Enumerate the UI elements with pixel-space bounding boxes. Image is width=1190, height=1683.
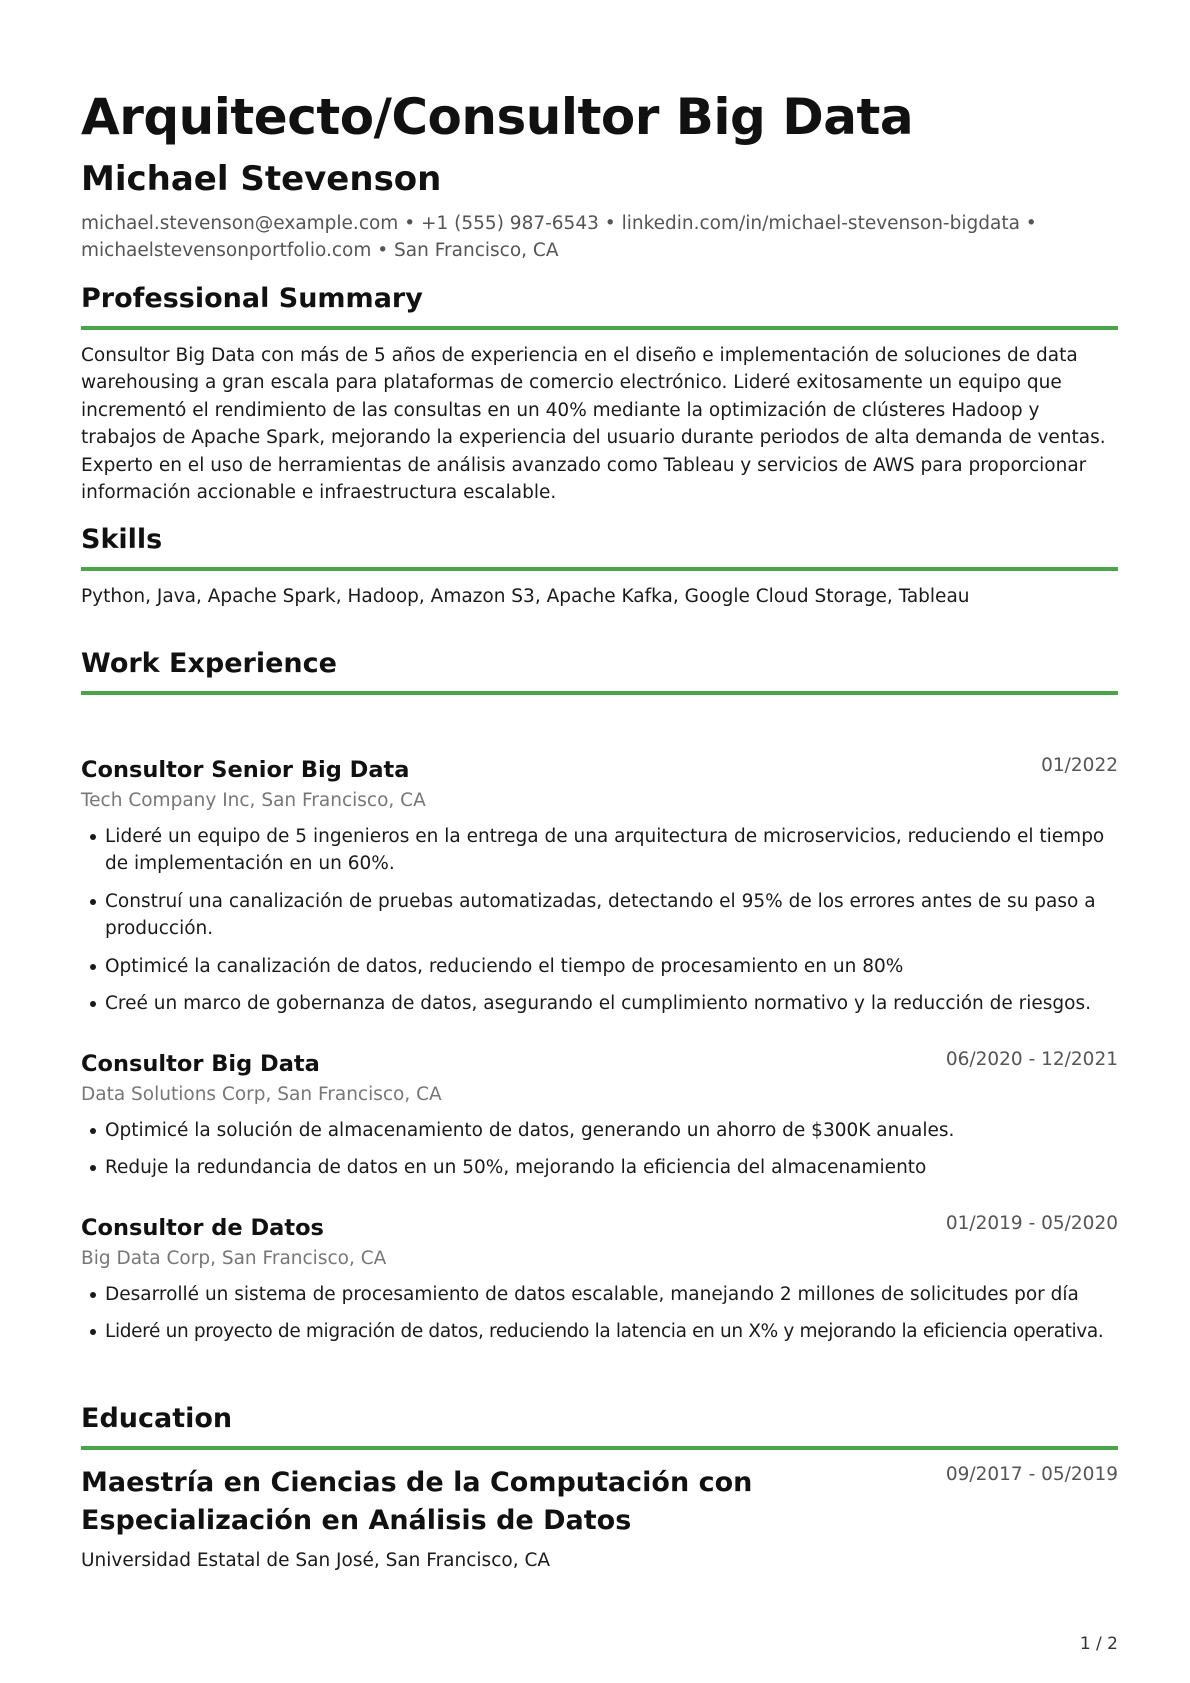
phone-link[interactable]: +1 (555) 987-6543	[421, 213, 599, 234]
email-link[interactable]: michael.stevenson@example.com	[81, 213, 399, 234]
job-company: Tech Company Inc, San Francisco, CA	[81, 790, 426, 811]
job-title: Consultor de Datos	[81, 1215, 324, 1241]
job-entry	[81, 1212, 1118, 1356]
bullet-icon	[90, 899, 96, 905]
candidate-name: Michael Stevenson	[81, 159, 442, 199]
bullet-item: Optimicé la canalización de datos, reduciendo el tiempo de procesamiento en un 80%	[81, 953, 1118, 980]
bullet-icon	[90, 1165, 96, 1171]
bullet-item: Lideré un proyecto de migración de datos, reduciendo la latencia en un X% y mejorando la eficiencia operativa.	[81, 1318, 1118, 1345]
bullet-item: Desarrollé un sistema de procesamiento de datos escalable, manejando 2 millones de solicitudes por día	[81, 1281, 1118, 1308]
linkedin-link[interactable]: linkedin.com/in/michael-stevenson-bigdata	[621, 213, 1020, 234]
job-bullets	[81, 1281, 1118, 1346]
bullet-item: Reduje la redundancia de datos en un 50%, mejorando la eficiencia del almacenamiento	[81, 1154, 1118, 1181]
degree-title: Maestría en Ciencias de la Computación con Especialización en Análisis de Datos	[81, 1467, 753, 1536]
contact-separator: •	[371, 240, 395, 261]
education-date: 09/2017 - 05/2019	[945, 1464, 1118, 1485]
job-entry	[81, 754, 1118, 1027]
job-entry	[81, 1048, 1118, 1192]
job-date: 06/2020 - 12/2021	[945, 1049, 1118, 1070]
bullet-item: Optimicé la solución de almacenamiento de datos, generando un ahorro de $300K anuales.	[81, 1117, 1118, 1144]
education-entry	[81, 1464, 1118, 1584]
job-date: 01/2022	[1041, 755, 1118, 776]
bullet-item: Lideré un equipo de 5 ingenieros en la entrega de una arquitectura de microservicios, reduciendo el tiempo de implementación en un 60%.	[81, 823, 1118, 878]
contact-separator: •	[398, 213, 422, 234]
bullet-icon	[90, 964, 96, 970]
job-company: Big Data Corp, San Francisco, CA	[81, 1248, 387, 1269]
contact-separator: •	[598, 213, 622, 234]
job-company: Data Solutions Corp, San Francisco, CA	[81, 1084, 442, 1105]
section-heading-skills: Skills	[81, 522, 1118, 571]
bullet-icon	[90, 1128, 96, 1134]
section-heading-education: Education	[81, 1401, 1118, 1450]
job-bullets	[81, 823, 1118, 1017]
job-date: 01/2019 - 05/2020	[945, 1213, 1118, 1234]
bullet-icon	[90, 834, 96, 840]
bullet-icon	[90, 1329, 96, 1335]
job-bullets	[81, 1117, 1118, 1182]
location-text: San Francisco, CA	[394, 240, 559, 261]
page-number: 1 / 2	[1079, 1634, 1118, 1654]
section-heading-summary: Professional Summary	[81, 281, 1118, 330]
summary-text: Consultor Big Data con más de 5 años de experiencia en el diseño e implementación de soluciones de data warehousing a gran escala para plataformas de comercio electrónico. Lideré exitosamente un equipo que incrementó el rendimiento de las consultas en un 40% mediante la optimización de clústeres Hadoop y trabajos de Apache Spark, mejorando la experiencia del usuario durante periodos de alta demanda de ventas. Experto en el uso de herramientas de análisis avanzado como Tableau y servicios de AWS para proporcionar información accionable e infraestructura escalable.	[81, 345, 1106, 504]
job-title: Consultor Big Data	[81, 1051, 320, 1077]
contact-separator: •	[1019, 213, 1037, 234]
bullet-item: Construí una canalización de pruebas automatizadas, detectando el 95% de los errores antes de su paso a producción.	[81, 888, 1118, 943]
skills-text: Python, Java, Apache Spark, Hadoop, Amazon S3, Apache Kafka, Google Cloud Storage, Tableau	[81, 586, 970, 607]
bullet-item: Creé un marco de gobernanza de datos, asegurando el cumplimiento normativo y la reducción de riesgos.	[81, 990, 1118, 1017]
portfolio-link[interactable]: michaelstevensonportfolio.com	[81, 240, 372, 261]
resume-title: Arquitecto/Consultor Big Data	[81, 88, 914, 146]
school-name: Universidad Estatal de San José, San Francisco, CA	[81, 1550, 551, 1571]
section-heading-experience: Work Experience	[81, 646, 1118, 695]
bullet-icon	[90, 1001, 96, 1007]
contact-info	[81, 210, 1118, 264]
job-title: Consultor Senior Big Data	[81, 757, 410, 783]
bullet-icon	[90, 1292, 96, 1298]
